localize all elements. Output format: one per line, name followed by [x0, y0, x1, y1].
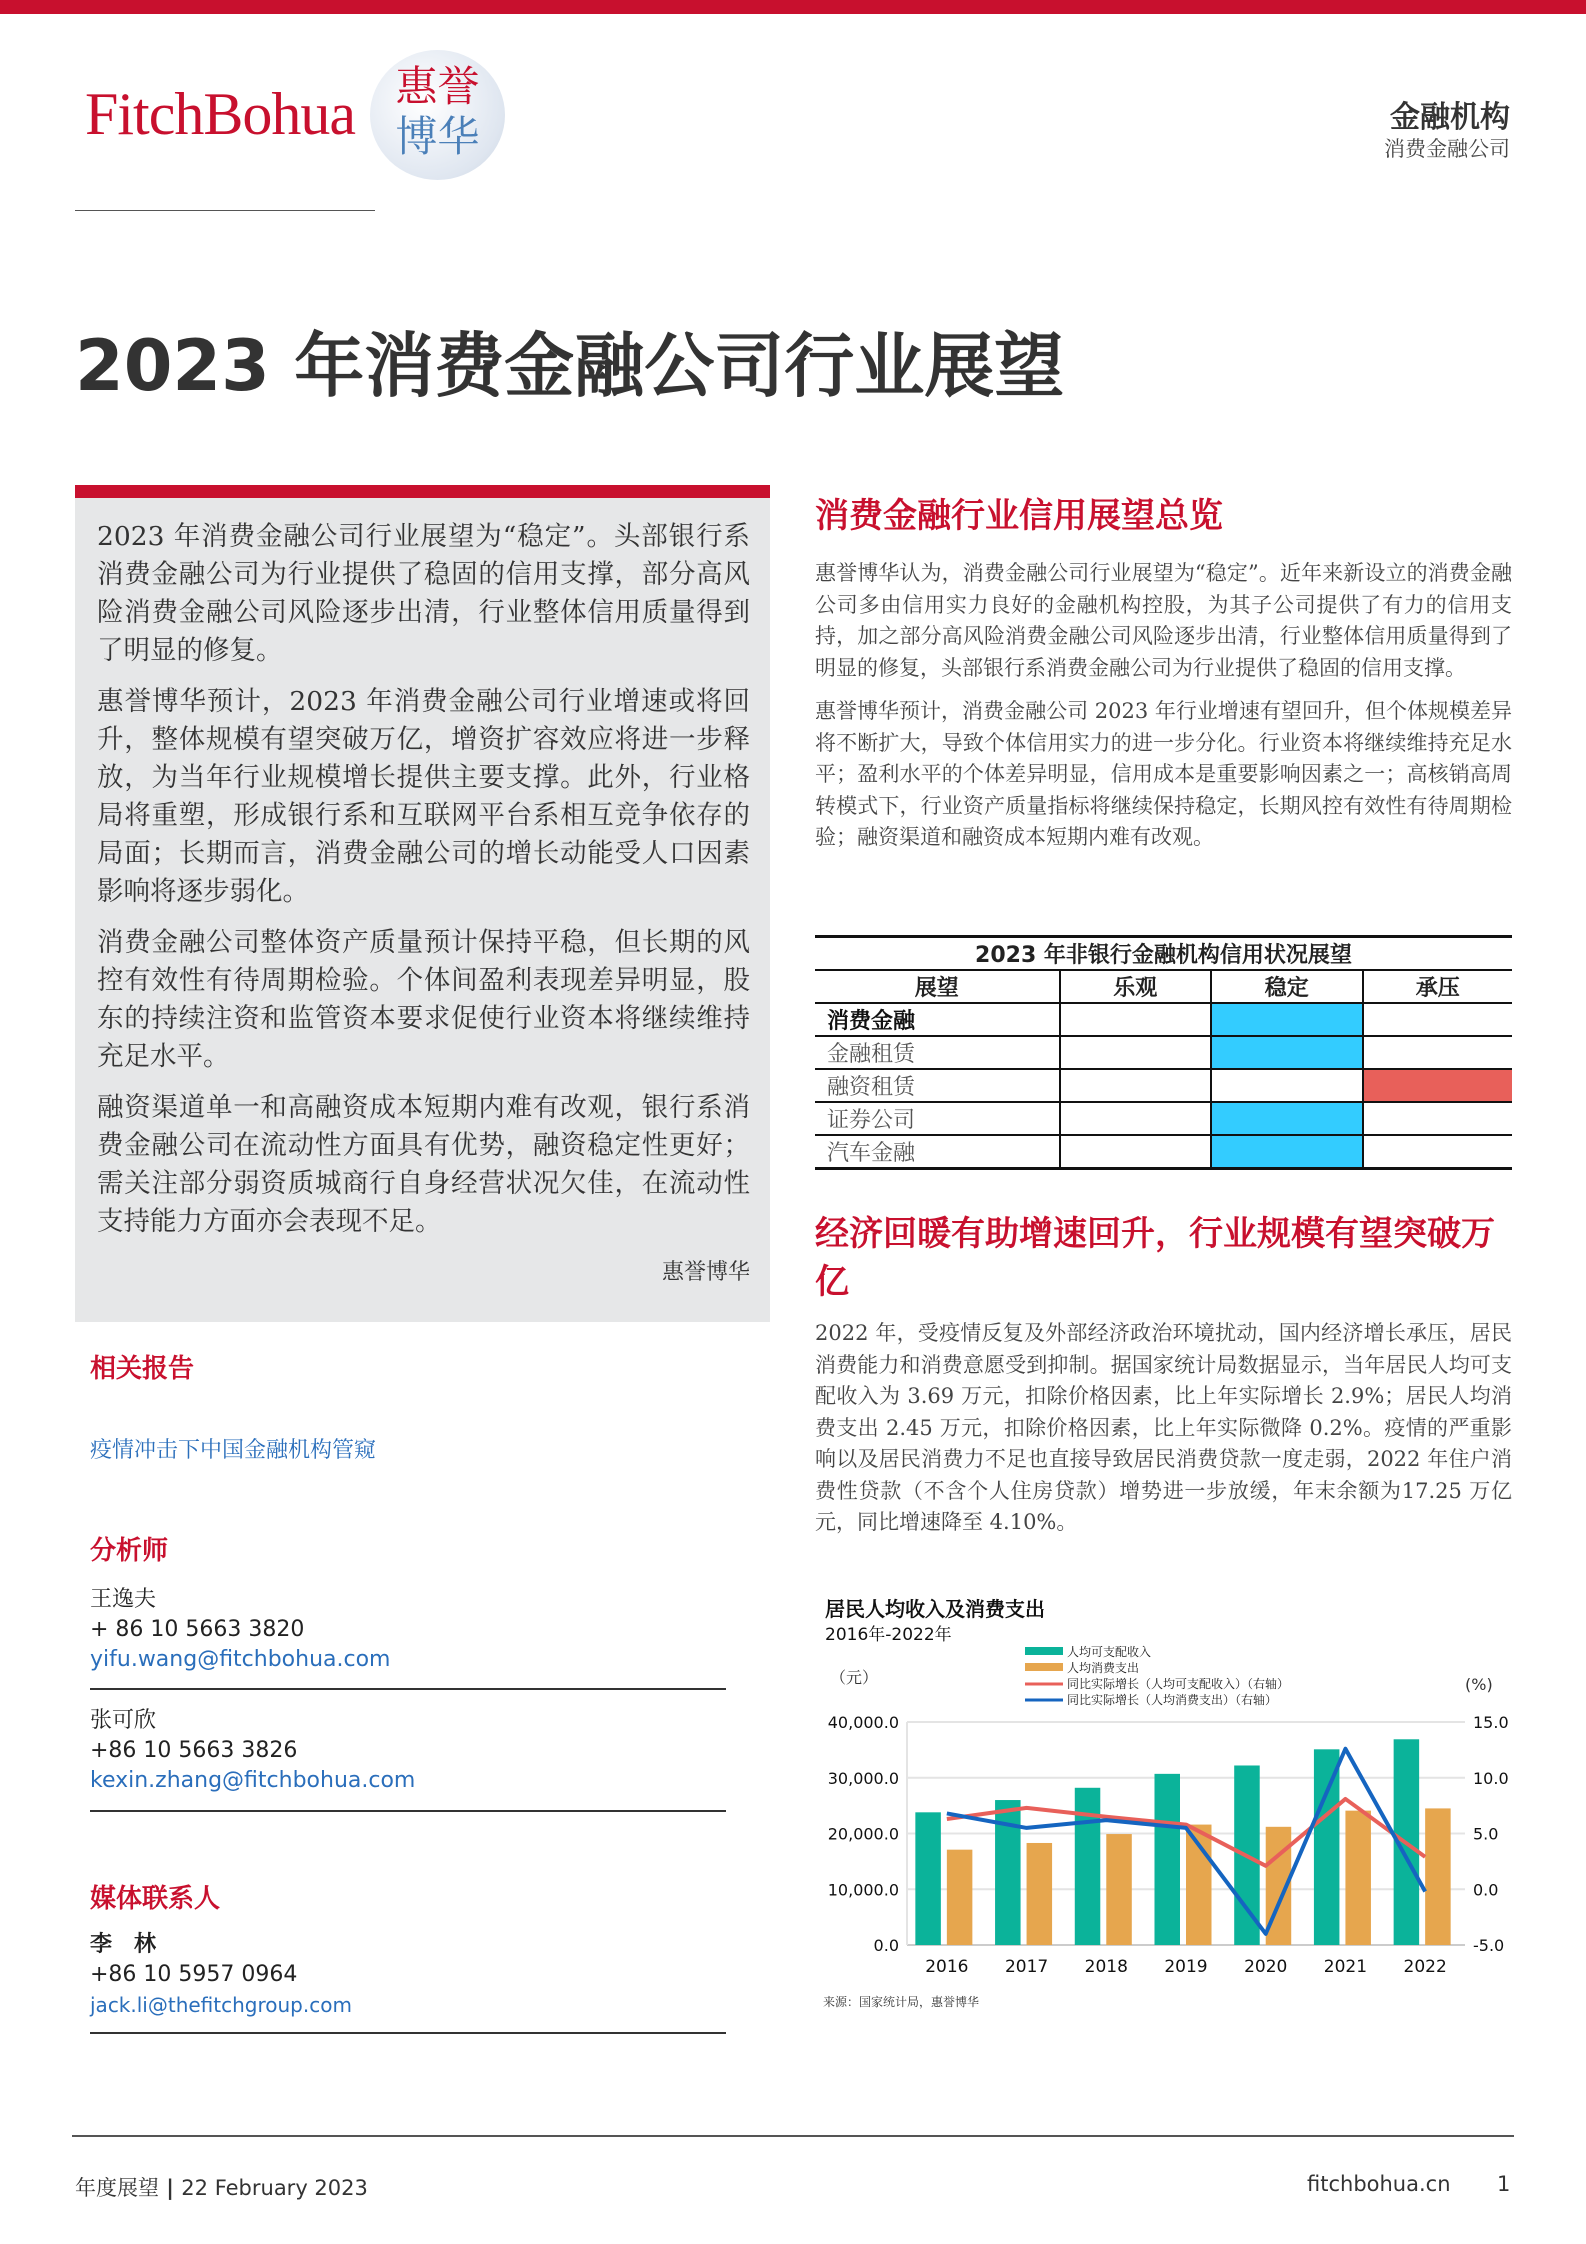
y-tick-label: 10,000.0 [827, 1880, 899, 1900]
divider [90, 1688, 726, 1690]
outlook-cell-marked [1211, 1135, 1362, 1169]
outlook-cell-marked [1211, 1102, 1362, 1135]
footer-left: 年度展望 | 22 February 2023 [75, 2176, 368, 2200]
divider [90, 1810, 726, 1812]
outlook-cell [1363, 1135, 1512, 1169]
media-contact-heading: 媒体联系人 [90, 1884, 221, 1914]
footer-date: 22 February 2023 [181, 2176, 368, 2200]
footer-doc-type: 年度展望 [75, 2176, 159, 2200]
footer-divider [72, 2135, 1514, 2137]
divider [90, 2032, 726, 2034]
logo-seal [370, 50, 505, 180]
x-tick-label: 2017 [1004, 1957, 1049, 1977]
analyst-name: 王逸夫 [90, 1587, 157, 1612]
bar [1314, 1749, 1340, 1945]
outlook-cell-marked [1211, 1036, 1362, 1069]
table-caption: 2023 年非银行金融机构信用状况展望 [815, 937, 1512, 971]
section-heading: 消费金融行业信用展望总览 [815, 496, 1223, 536]
outlook-cell [1211, 1069, 1362, 1102]
legend-swatch [1025, 1663, 1063, 1671]
paragraph: 惠誉博华预计，消费金融公司 2023 年行业增速有望回升，但个体规模差异将不断扩大，导致个体信用实力的进一步分化。行业资本将继续维持充足水平；盈利水平的个体差异明显，信用成本是重要影响因素之一；高核销高周转模式下，行业资产质量指标将继续保持稳定，长期风控有效性有待周期检验；融资渠道和融资成本短期内难有改观。 [815, 699, 1512, 849]
bar [947, 1850, 973, 1945]
bar [915, 1812, 941, 1945]
outlook-cell [1060, 1135, 1211, 1169]
y-tick-label: 30,000.0 [827, 1768, 899, 1788]
bar [1425, 1808, 1451, 1945]
analyst-email[interactable]: yifu.wang@fitchbohua.com [90, 1647, 391, 1672]
legend-label: 同比实际增长（人均可支配收入）（右轴） [1067, 1677, 1290, 1691]
bar [1154, 1774, 1180, 1945]
section-body [815, 558, 1512, 854]
income-consumption-chart [815, 1588, 1515, 2018]
top-accent-bar [0, 0, 1586, 14]
row-label: 消费金融 [815, 1003, 1060, 1036]
table-row [815, 1102, 1512, 1135]
legend-label: 人均可支配收入 [1067, 1645, 1152, 1659]
outlook-cell [1060, 1036, 1211, 1069]
y-tick-label: 0.0 [873, 1936, 899, 1955]
y2-tick-label: 10.0 [1473, 1768, 1509, 1788]
analyst-name: 张可欣 [90, 1708, 157, 1733]
legend-label: 人均消费支出 [1067, 1661, 1140, 1675]
legend-label: 同比实际增长（人均消费支出）（右轴） [1067, 1693, 1278, 1707]
x-tick-label: 2021 [1323, 1957, 1368, 1977]
legend-swatch [1025, 1647, 1063, 1655]
row-label: 金融租赁 [815, 1036, 1060, 1069]
outlook-cell [1363, 1003, 1512, 1036]
related-report-link[interactable]: 疫情冲击下中国金融机构管窥 [90, 1438, 377, 1463]
outlook-cell [1060, 1102, 1211, 1135]
contact-name: 李 林 [90, 1932, 157, 1957]
x-tick-label: 2020 [1244, 1957, 1288, 1977]
y-axis-label: （元） [830, 1668, 879, 1687]
bar [1106, 1834, 1132, 1945]
summary-paragraph: 消费金融公司整体资产质量预计保持平稳，但长期的风控有效性有待周期检验。个体间盈利表现差异明显，股东的持续注资和监管资本要求促使行业资本将继续维持充足水平。 [97, 927, 750, 1072]
seal-line-1: 惠誉 [395, 62, 480, 111]
y2-axis-label: (%) [1465, 1675, 1493, 1694]
outlook-cell [1363, 1102, 1512, 1135]
header-category: 金融机构 [1390, 100, 1510, 135]
table-row [815, 1135, 1512, 1169]
analyst-2 [90, 1706, 415, 1796]
y-tick-label: 20,000.0 [827, 1824, 899, 1844]
row-label: 汽车金融 [815, 1135, 1060, 1169]
outlook-cell [1060, 1069, 1211, 1102]
y2-tick-label: 5.0 [1473, 1824, 1499, 1844]
footer-site[interactable]: fitchbohua.cn [1307, 2172, 1451, 2196]
paragraph: 惠誉博华认为，消费金融公司行业展望为“稳定”。近年来新设立的消费金融公司多由信用实力良好的金融机构控股，为其子公司提供了有力的信用支持，加之部分高风险消费金融公司风险逐步出清，行业整体信用质量得到了明显的修复，头部银行系消费金融公司为行业提供了稳固的信用支撑。 [815, 561, 1512, 680]
bar [1027, 1843, 1053, 1945]
column-header: 展望 [815, 970, 1060, 1003]
table-row [815, 1003, 1512, 1036]
table-row [815, 1069, 1512, 1102]
x-tick-label: 2016 [925, 1957, 969, 1977]
table-row [815, 1036, 1512, 1069]
y-tick-label: 40,000.0 [827, 1713, 899, 1732]
related-reports-heading: 相关报告 [90, 1354, 195, 1384]
summary-paragraph: 融资渠道单一和高融资成本短期内难有改观，银行系消费金融公司在流动性方面具有优势，融资稳定性更好；需关注部分弱资质城商行自身经营状况欠佳，在流动性支持能力方面亦会表现不足。 [97, 1092, 750, 1237]
divider [75, 210, 375, 211]
analyst-phone: + 86 10 5663 3820 [90, 1617, 305, 1642]
outlook-table [815, 935, 1512, 1170]
outlook-cell-marked [1363, 1069, 1512, 1102]
summary-box [75, 485, 770, 1322]
logo-text: FitchBohua [85, 81, 355, 147]
bar [1075, 1788, 1101, 1945]
y2-tick-label: -5.0 [1473, 1936, 1505, 1955]
analysts-heading: 分析师 [90, 1536, 169, 1566]
analyst-1 [90, 1585, 391, 1675]
x-tick-label: 2022 [1403, 1957, 1447, 1977]
chart-subtitle: 2016年-2022年 [825, 1625, 952, 1645]
column-header: 承压 [1363, 970, 1512, 1003]
paragraph: 2022 年，受疫情反复及外部经济政治环境扰动，国内经济增长承压，居民消费能力和消费意愿受到抑制。据国家统计局数据显示，当年居民人均可支配收入为 3.69 万元，扣除价格因素，比上年实际增长 2.9%；居民人均消费支出 2.45 万元，扣除价格因素，比上年实际微降 0.2%。疫情的严重影响以及居民消费力不足也直接导致居民消费贷款一度走弱，2022 年住户消费性贷款（不含个人住房贷款）增势进一步放缓，年末余额为17.25 万亿元，同比增速降至 4.10%。 [815, 1321, 1512, 1534]
y2-tick-label: 15.0 [1473, 1713, 1509, 1732]
contact-phone: +86 10 5957 0964 [90, 1962, 298, 1987]
column-header: 乐观 [1060, 970, 1211, 1003]
summary-paragraph: 2023 年消费金融公司行业展望为“稳定”。头部银行系消费金融公司为行业提供了稳固的信用支撑，部分高风险消费金融公司风险逐步出清，行业整体信用质量得到了明显的修复。 [97, 521, 750, 666]
analyst-email[interactable]: kexin.zhang@fitchbohua.com [90, 1768, 416, 1793]
section-heading: 经济回暖有助增速回升，行业规模有望突破万亿 [815, 1214, 1495, 1302]
chart-title: 居民人均收入及消费支出 [825, 1597, 1045, 1621]
page-number: 1 [1497, 2172, 1511, 2196]
outlook-cell [1363, 1036, 1512, 1069]
chart-source: 来源：国家统计局，惠誉博华 [823, 1995, 980, 2009]
summary-paragraph: 惠誉博华预计，2023 年消费金融公司行业增速或将回升，整体规模有望突破万亿，增资扩容效应将进一步释放，为当年行业规模增长提供主要支撑。此外，行业格局将重塑，形成银行系和互联网平台系相互竞争依存的局面；长期而言，消费金融公司的增长动能受人口因素影响将逐步弱化。 [97, 686, 750, 907]
outlook-cell-marked [1211, 1003, 1362, 1036]
row-label: 证券公司 [815, 1102, 1060, 1135]
column-header: 稳定 [1211, 970, 1362, 1003]
media-contact [90, 1930, 352, 2020]
y2-tick-label: 0.0 [1473, 1880, 1499, 1900]
seal-line-2: 博华 [395, 112, 480, 161]
analyst-phone: +86 10 5663 3826 [90, 1738, 298, 1763]
x-tick-label: 2019 [1164, 1957, 1208, 1977]
page-title: 2023 年消费金融公司行业展望 [75, 325, 1065, 407]
row-label: 融资租赁 [815, 1069, 1060, 1102]
bar [1345, 1811, 1371, 1945]
summary-signature: 惠誉博华 [661, 1260, 750, 1285]
contact-email[interactable]: jack.li@thefitchgroup.com [90, 1993, 352, 2017]
header-subcategory: 消费金融公司 [1384, 137, 1510, 161]
outlook-cell [1060, 1003, 1211, 1036]
x-tick-label: 2018 [1084, 1957, 1128, 1977]
